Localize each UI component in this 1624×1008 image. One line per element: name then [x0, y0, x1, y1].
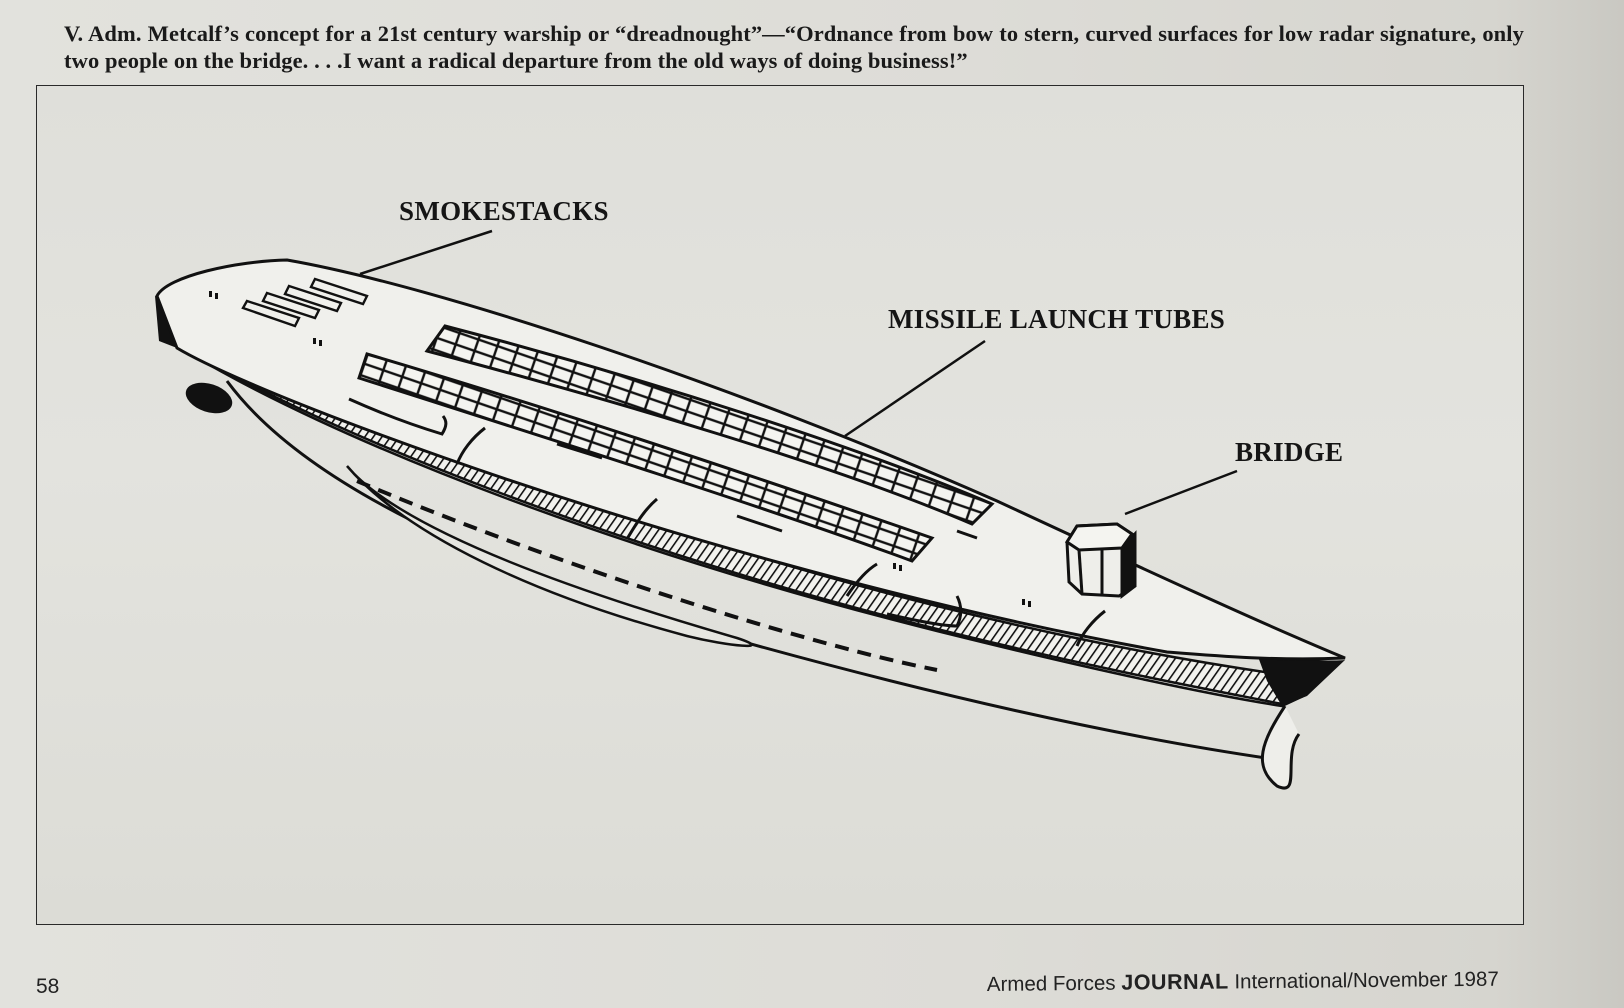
warship-illustration [37, 86, 1523, 924]
smokestacks-leader [360, 231, 492, 274]
missile-tubes-leader [845, 341, 985, 436]
label-smokestacks: SMOKESTACKS [399, 196, 609, 226]
figure-frame [36, 85, 1524, 925]
figure-caption: V. Adm. Metcalf’s concept for a 21st century warship or “dreadnought”—“Ordnance from bow to stern, curved surfaces for low radar signature, only two people on the bridge. . . .I want a radical departure from the old ways of doing business!” [64, 21, 1524, 73]
page-number: 58 [36, 975, 60, 998]
label-bridge: BRIDGE [1235, 437, 1344, 467]
bridge-leader [1125, 471, 1237, 514]
publication-brand: JOURNAL [1121, 969, 1229, 995]
label-missile-launch-tubes: MISSILE LAUNCH TUBES [888, 304, 1226, 334]
publication-footer [987, 967, 1499, 997]
publication-prefix: Armed Forces [986, 971, 1116, 997]
publication-suffix: International/November 1987 [1234, 967, 1499, 994]
bridge [1067, 524, 1135, 596]
bow-bulb [1262, 706, 1299, 788]
